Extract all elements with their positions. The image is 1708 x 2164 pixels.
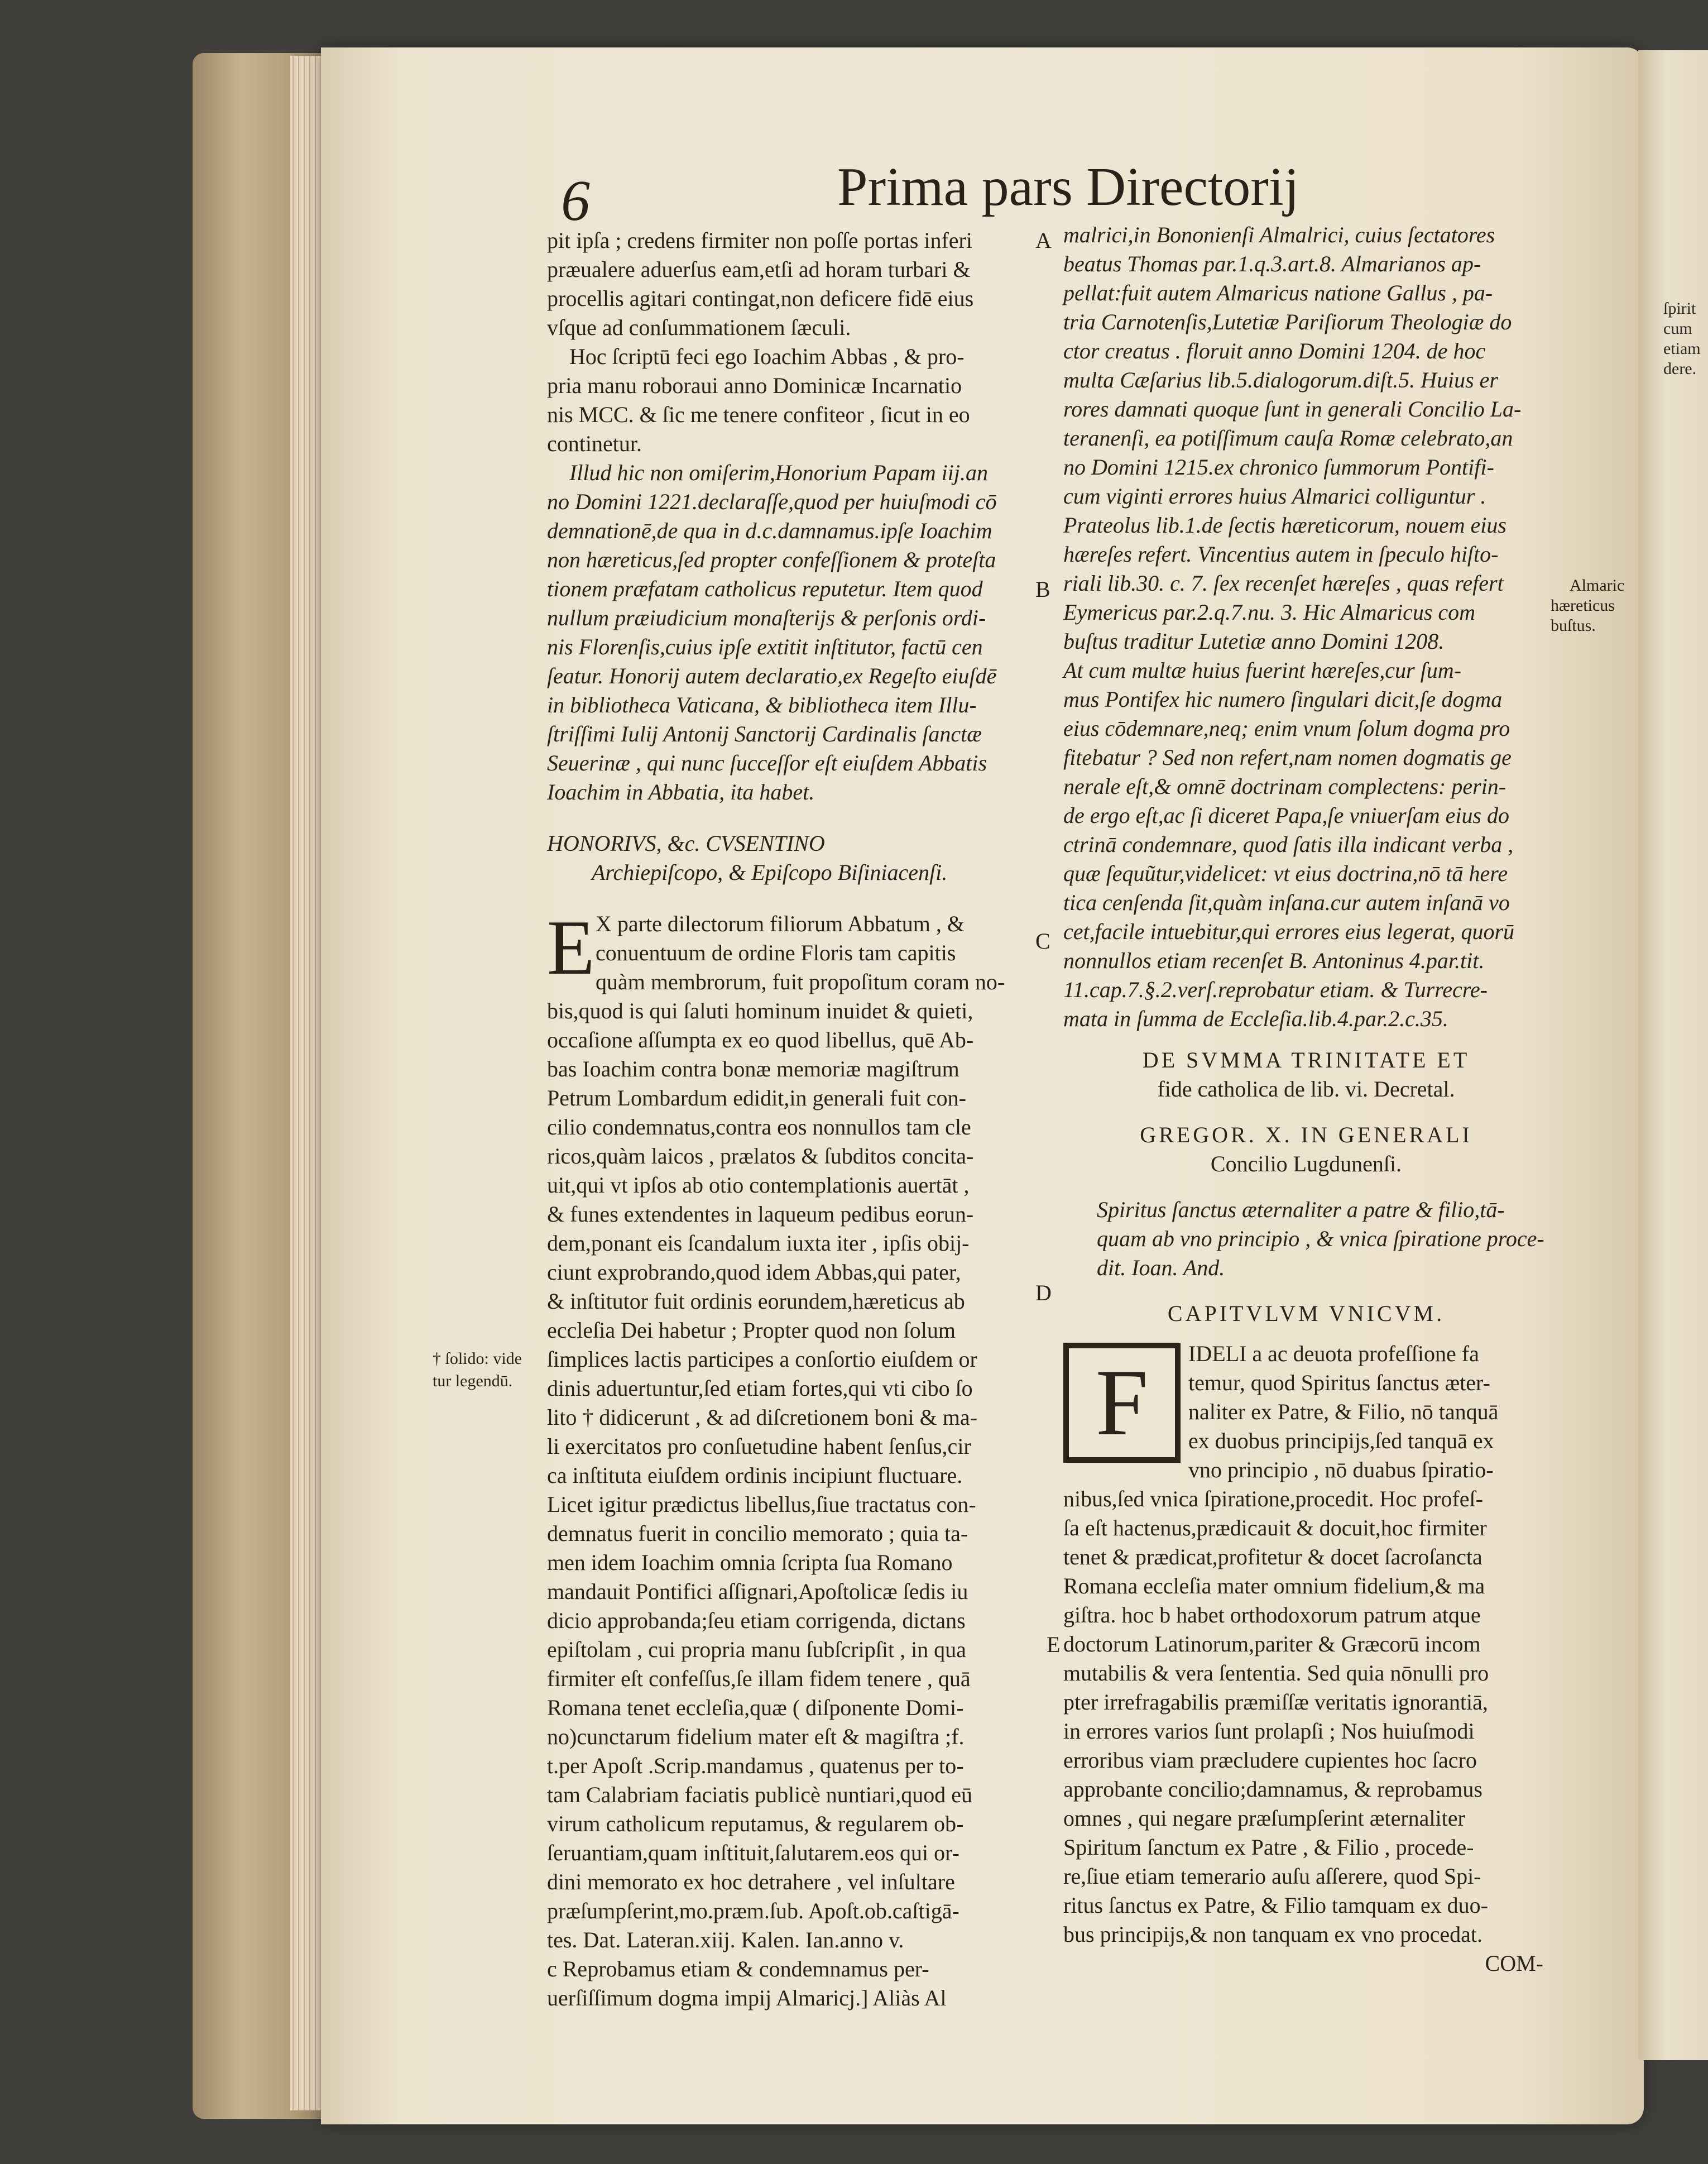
- paragraph: [1063, 1485, 1549, 1949]
- text-line: Illud hic non omiſerim,Honorium Papam iij.an: [569, 460, 988, 485]
- facing-page-fragment: cum: [1663, 319, 1692, 338]
- text-line: X parte dilectorum filiorum Abbatum , &: [596, 911, 965, 936]
- text-line: tes. Dat. Lateran.xiij. Kalen. Ian.anno v.: [547, 1927, 904, 1952]
- text-line: & inſtitutor fuit ordinis eorundem,hæreticus ab: [547, 1289, 965, 1314]
- text-line: vſque ad conſummationem ſæculi.: [547, 315, 851, 340]
- text-line: procellis agitari contingat,non deficere fidē eius: [547, 286, 974, 311]
- text-line: Ioachim in Abbatia, ita habet.: [547, 779, 815, 805]
- text-line: ctor creatus . floruit anno Domini 1204. de hoc: [1063, 338, 1486, 363]
- text-line: t.per Apoſt .Scrip.mandamus , quatenus per to-: [547, 1753, 964, 1778]
- text-line: approbante concilio;damnamus, & reprobamus: [1063, 1777, 1482, 1802]
- text-line: demnationē,de qua in d.c.damnamus.ipſe Ioachim: [547, 518, 992, 543]
- text-line: Eymericus par.2.q.7.nu. 3. Hic Almaricus com: [1063, 600, 1476, 625]
- text-line: ritus ſanctus ex Patre, & Filio tamquam ex duo-: [1063, 1893, 1488, 1918]
- text-line: Seuerinæ , qui nunc ſucceſſor eſt eiuſdem Abbatis: [547, 750, 987, 775]
- section-marker: B: [1035, 577, 1050, 602]
- text-line: dicio approbanda;ſeu etiam corrigenda, dictans: [547, 1608, 966, 1633]
- text-line: quam ab vno principio , & vnica ſpiratione proce-: [1097, 1226, 1544, 1251]
- text-line: teranenſi, ea potiſſimum cauſa Romæ celebrato,an: [1063, 425, 1513, 451]
- text-line: firmiter eſt confeſſus,ſe illam fidem tenere , quā: [547, 1666, 971, 1691]
- margin-note: Almaric: [1570, 576, 1625, 595]
- title-subheading: fide catholica de lib. vi. Decretal.: [1157, 1076, 1455, 1102]
- title-heading: DE SVMMA TRINITATE ET: [1142, 1047, 1470, 1073]
- text-line: nibus,ſed vnica ſpiratione,procedit. Hoc profeſ-: [1063, 1486, 1483, 1511]
- text-line: cum viginti errores huius Almarici colliguntur .: [1063, 483, 1486, 509]
- commentary-paragraph: [1063, 221, 1549, 1033]
- text-line: Romana tenet eccleſia,quæ ( diſponente Domi-: [547, 1695, 964, 1720]
- text-line: Spiritum ſanctum ex Patre , & Filio , procede-: [1063, 1835, 1474, 1860]
- text-line: fitebatur ? Sed non refert,nam nomen dogmatis ge: [1063, 745, 1512, 770]
- text-line: bis,quod is qui ſaluti hominum inuidet & quieti,: [547, 998, 973, 1023]
- text-line: præſumpſerint,mo.præm.ſub. Apoſt.ob.caſtigā-: [547, 1898, 959, 1923]
- text-line: nis MCC. & ſic me tenere confiteor , ſicut in eo: [547, 402, 970, 427]
- text-line: At cum multæ huius fuerint hæreſes,cur ſum-: [1063, 658, 1461, 683]
- text-line: ſa eſt hactenus,prædicauit & docuit,hoc firmiter: [1063, 1515, 1487, 1540]
- text-line: pit ipſa ; credens firmiter non poſſe portas inferi: [547, 228, 972, 253]
- text-line: ſeatur. Honorij autem declaratio,ex Regeſto eiuſdē: [547, 663, 997, 688]
- text-line: eius cōdemnare,neq; enim vnum ſolum dogma pro: [1063, 716, 1510, 741]
- text-line: doctorum Latinorum,pariter & Græcorū incom: [1063, 1631, 1481, 1656]
- text-line: vno principio , nō duabus ſpiratio-: [1188, 1457, 1494, 1482]
- page-number: 6: [561, 169, 590, 233]
- text-line: mandauit Pontifici aſſignari,Apoſtolicæ ſedis iu: [547, 1579, 968, 1604]
- text-line: præualere aduerſus eam,etſi ad horam turbari &: [547, 257, 971, 282]
- facing-page-fragment: etiam: [1663, 339, 1701, 358]
- text-line: cet,facile intuebitur,qui errores eius legerat, quorū: [1063, 919, 1515, 944]
- drop-cap: E: [547, 904, 595, 991]
- text-line: mutabilis & vera ſententia. Sed quia nōnulli pro: [1063, 1660, 1489, 1686]
- margin-note: tur legendū.: [433, 1372, 513, 1390]
- margin-note: hæreticus: [1551, 596, 1615, 615]
- text-line: tionem præfatam catholicus reputetur. Item quod: [547, 576, 983, 601]
- text-line: multa Cæſarius lib.5.dialogorum.diſt.5. Huius er: [1063, 367, 1498, 392]
- text-line: pter irrefragabilis præmiſſæ veritatis ignorantiā,: [1063, 1689, 1488, 1715]
- paragraph: [547, 226, 1038, 342]
- text-line: bus principijs,& non tanquam ex vno procedat.: [1063, 1922, 1482, 1947]
- text-line: tica cenſenda ſit,quàm inſana.cur autem inſanā vo: [1063, 890, 1510, 915]
- text-line: erroribus viam præcludere cupientes hoc ſacro: [1063, 1748, 1477, 1773]
- text-line: ſimplices lactis participes a conſortio eiuſdem or: [547, 1347, 977, 1372]
- text-line: nerale eſt,& omnē doctrinam complectens: perin-: [1063, 774, 1507, 799]
- text-line: dini memorato ex hoc detrahere , vel inſultare: [547, 1869, 955, 1894]
- text-line: uerſiſſimum dogma impij Almaricj.] Aliàs Al: [547, 1985, 947, 2010]
- text-line: c Reprobamus etiam & condemnamus per-: [547, 1956, 929, 1981]
- text-line: Spiritus ſanctus æternaliter a patre & filio,tā-: [1097, 1197, 1505, 1222]
- text-line: beatus Thomas par.1.q.3.art.8. Almarianos ap-: [1063, 251, 1481, 276]
- text-line: tenet & prædicat,profitetur & docet ſacroſancta: [1063, 1544, 1482, 1569]
- text-line: temur, quod Spiritus ſanctus æter-: [1188, 1370, 1490, 1395]
- commentary-paragraph: [547, 458, 1038, 807]
- catchword: COM-: [1485, 1951, 1543, 1976]
- text-line: pria manu roboraui anno Dominicæ Incarnatio: [547, 373, 962, 398]
- text-line: virum catholicum reputamus, & regularem ob-: [547, 1811, 964, 1836]
- text-line: naliter ex Patre, & Filio, nō tanquā: [1188, 1399, 1499, 1424]
- margin-note: buſtus.: [1551, 616, 1596, 635]
- text-line: & funes extendentes in laqueum pedibus eorun-: [547, 1201, 974, 1227]
- text-line: cilio condemnatus,contra eos nonnullos tam cle: [547, 1114, 971, 1140]
- text-line: no Domini 1215.ex chronico ſummorum Pontifi-: [1063, 454, 1494, 480]
- facing-page-fragment: dere.: [1663, 360, 1697, 378]
- text-line: continetur.: [547, 431, 642, 456]
- text-line: mata in ſumma de Eccleſia.lib.4.par.2.c.35.: [1063, 1006, 1448, 1031]
- text-line: in errores varios ſunt prolapſi ; Nos huiuſmodi: [1063, 1718, 1475, 1744]
- text-line: malrici,in Bononienſi Almalrici, cuius ſectatores: [1063, 222, 1495, 247]
- text-line: quàm membrorum, fuit propoſitum coram no-: [596, 969, 1005, 994]
- text-line: non hæreticus,ſed propter confeſſionem & proteſta: [547, 547, 996, 572]
- text-line: men idem Ioachim omnia ſcripta ſua Romano: [547, 1550, 953, 1575]
- margin-note: † ſolido: vide: [433, 1349, 522, 1368]
- ornamented-initial: F: [1063, 1343, 1181, 1463]
- text-line: giſtra. hoc b habet orthodoxorum patrum atque: [1063, 1602, 1481, 1627]
- left-column: [547, 226, 1038, 2013]
- text-line: epiſtolam , cui propria manu ſubſcripſit , in qua: [547, 1637, 966, 1662]
- text-line: eccleſia Dei habetur ; Propter quod non ſolum: [547, 1318, 956, 1343]
- letter-block: [547, 904, 1038, 997]
- text-line: quæ ſequũtur,videlicet: vt eius doctrina,nō tā here: [1063, 861, 1508, 886]
- text-line: hæreſes refert. Vincentius autem in ſpeculo hiſto-: [1063, 542, 1499, 567]
- chapter-heading: CAPITVLVM VNICVM.: [1167, 1301, 1445, 1326]
- text-line: ſtriſſimi Iulij Antonij Sanctorij Cardinalis ſanctæ: [547, 721, 982, 746]
- section-marker: A: [1035, 228, 1052, 253]
- text-line: dinis aduertuntur,ſed etiam fortes,qui vti cibo ſo: [547, 1376, 973, 1401]
- facing-page-fragment: ſpirit: [1663, 299, 1696, 318]
- text-line: dem,ponant eis ſcandalum iuxta iter , ipſis obij-: [547, 1231, 970, 1256]
- text-line: ctrinā condemnare, quod ſatis illa indicant verba ,: [1063, 832, 1514, 857]
- text-line: uit,qui vt ipſos ab otio contemplationis auertāt ,: [547, 1172, 970, 1198]
- page-edges: [290, 56, 324, 2110]
- right-column: [1063, 221, 1549, 1978]
- text-line: nonnullos etiam recenſet B. Antoninus 4.par.tit.: [1063, 948, 1485, 973]
- text-line: 11.cap.7.§.2.verſ.reprobatur etiam. & Turrecre-: [1063, 977, 1488, 1002]
- title-heading: GREGOR. X. IN GENERALI: [1140, 1122, 1472, 1147]
- paragraph: [547, 997, 1038, 2013]
- text-line: no)cunctarum fidelium mater eſt & magiſtra ;f.: [547, 1724, 965, 1749]
- text-line: li exercitatos pro conſuetudine habent ſenſus,cir: [547, 1434, 971, 1459]
- running-head: Prima pars Directorij: [837, 157, 1299, 217]
- section-marker: E: [1047, 1632, 1061, 1657]
- text-line: tria Carnotenſis,Lutetiæ Pariſiorum Theologiæ do: [1063, 309, 1512, 334]
- text-line: ſeruantiam,quam inſtituit,ſalutarem.eos qui or-: [547, 1840, 960, 1865]
- text-line: demnatus fuerit in concilio memorato ; quia ta-: [547, 1521, 968, 1546]
- text-line: tam Calabriam faciatis publicè nuntiari,quod eū: [547, 1782, 972, 1807]
- text-line: nis Florenſis,cuius ipſe extitit inſtitutor, factū cen: [547, 634, 983, 659]
- title-subheading: Concilio Lugdunenſi.: [1210, 1151, 1402, 1176]
- text-line: riali lib.30. c. 7. ſex recenſet hæreſes , quas refert: [1063, 571, 1504, 596]
- paragraph: [547, 342, 1038, 458]
- text-line: Licet igitur prædictus libellus,ſiue tractatus con-: [547, 1492, 976, 1517]
- section-subheading: Archiepiſcopo, & Epiſcopo Biſiniacenſi.: [592, 860, 948, 885]
- summary-paragraph: [1063, 1195, 1549, 1282]
- text-line: IDELI a ac deuota profeſſione fa: [1188, 1341, 1479, 1366]
- text-line: re,ſiue etiam temerario auſu aſſerere, quod Spi-: [1063, 1864, 1481, 1889]
- text-line: Prateolus lib.1.de ſectis hæreticorum, nouem eius: [1063, 513, 1507, 538]
- text-line: lito † didicerunt , & ad diſcretionem boni & ma-: [547, 1405, 977, 1430]
- text-line: ca inſtituta eiuſdem ordinis incipiunt fluctuare.: [547, 1463, 963, 1488]
- chapter-block: [1063, 1339, 1549, 1485]
- text-line: omnes , qui negare præſumpſerint æternaliter: [1063, 1806, 1465, 1831]
- text-line: occaſione aſſumpta ex eo quod libellus, quē Ab-: [547, 1027, 974, 1052]
- paragraph: [547, 904, 1038, 997]
- section-marker: D: [1035, 1280, 1052, 1305]
- section-heading: HONORIVS, &c. CVSENTINO: [547, 831, 825, 856]
- text-line: Romana eccleſia mater omnium fidelium,& ma: [1063, 1573, 1485, 1598]
- text-line: ricos,quàm laicos , prælatos & ſubditos concita-: [547, 1143, 974, 1169]
- text-line: no Domini 1221.declaraſſe,quod per huiuſmodi cō: [547, 489, 997, 514]
- text-line: rores damnati quoque ſunt in generali Concilio La-: [1063, 396, 1522, 422]
- text-line: conuentuum de ordine Floris tam capitis: [596, 940, 956, 965]
- text-line: nullum præiudicium monaſterijs & perſonis ordi-: [547, 605, 986, 630]
- text-line: mus Pontifex hic numero ſingulari dicit,ſe dogma: [1063, 687, 1503, 712]
- section-marker: C: [1035, 928, 1050, 954]
- text-line: in bibliotheca Vaticana, & bibliotheca item Illu-: [547, 692, 977, 717]
- text-line: buſtus traditur Lutetiæ anno Domini 1208.: [1063, 629, 1445, 654]
- text-line: ciunt exprobrando,quod idem Abbas,qui pater,: [547, 1260, 961, 1285]
- text-line: bas Ioachim contra bonæ memoriæ magiſtrum: [547, 1056, 959, 1081]
- text-line: pellat:fuit autem Almaricus natione Gallus , pa-: [1063, 280, 1493, 305]
- text-line: Hoc ſcriptū feci ego Ioachim Abbas , & pro-: [569, 344, 965, 369]
- text-line: Petrum Lombardum edidit,in generali fuit con-: [547, 1085, 966, 1110]
- text-line: ex duobus principijs,ſed tanquā ex: [1188, 1428, 1494, 1453]
- text-line: dit. Ioan. And.: [1097, 1255, 1225, 1280]
- text-line: de ergo eſt,ac ſi diceret Papa,ſe vniuerſam eius do: [1063, 803, 1510, 828]
